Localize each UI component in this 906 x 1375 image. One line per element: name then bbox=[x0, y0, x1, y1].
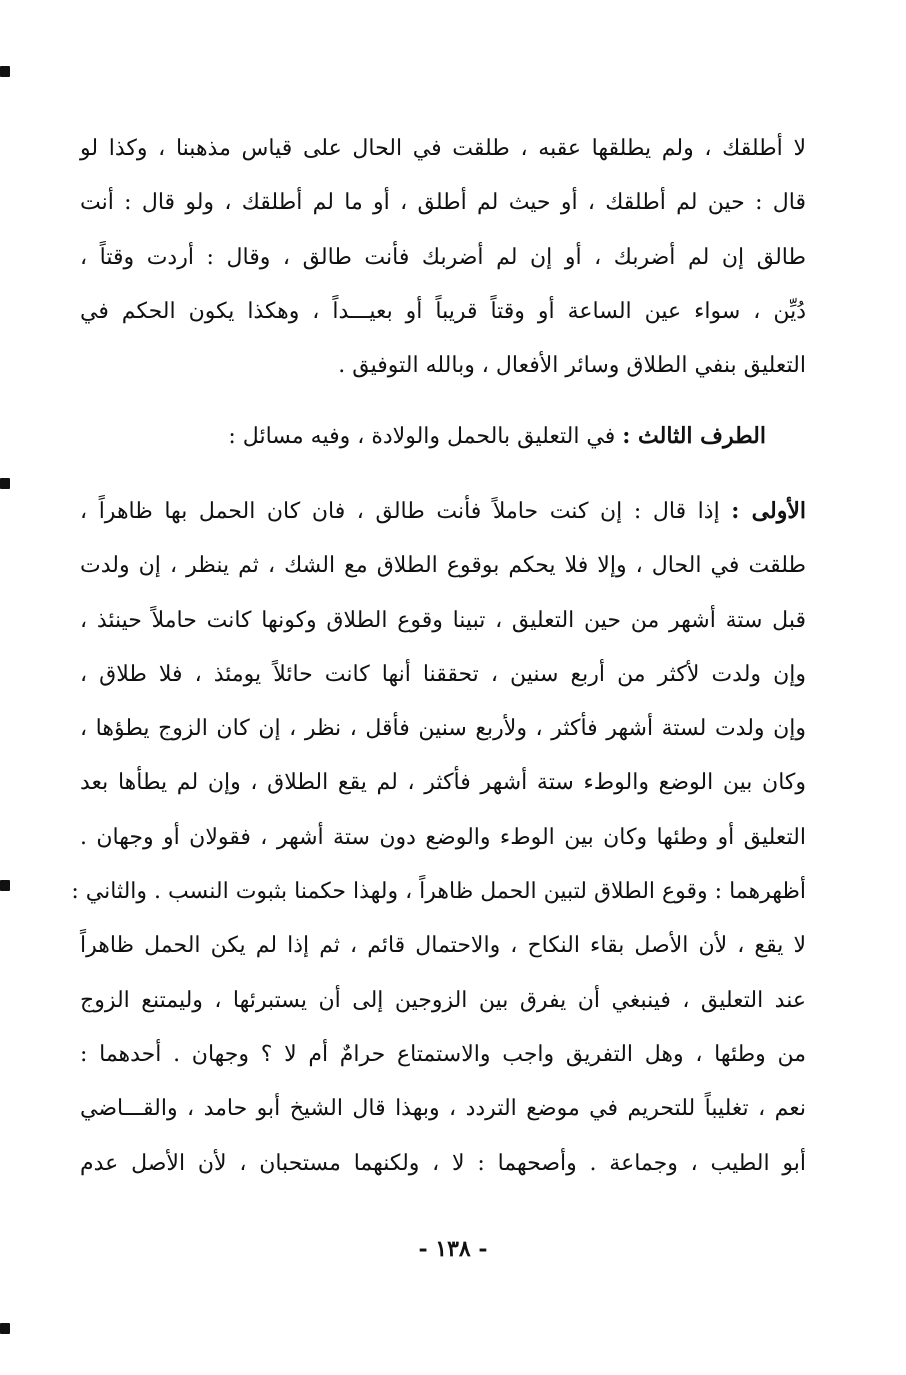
margin-mark-top bbox=[0, 66, 10, 77]
text-line: قال : حين لم أطلقك ، أو حيث لم أطلق ، أو ما لم أطلقك ، ولو قال : أنت bbox=[80, 190, 806, 216]
margin-mark-upper-middle bbox=[0, 478, 10, 489]
text-line: قبل ستة أشهر من حين التعليق ، تبينا وقوع الطلاق وكونها كانت حاملاً حينئذ ، bbox=[80, 607, 806, 633]
page-number: - ١٣٨ - bbox=[418, 1236, 488, 1262]
text-line: من وطئها ، وهل التفريق واجب والاستمتاع حرامٌ أم لا ؟ وجهان . أحدهما : bbox=[80, 1041, 806, 1067]
text-line: لا أطلقك ، ولم يطلقها عقبه ، طلقت في الحال على قياس مذهبنا ، وكذا لو bbox=[80, 136, 806, 161]
section-heading-label: الطرف الثالث : bbox=[622, 423, 766, 449]
text-line: دُيِّن ، سواء عين الساعة أو وقتاً قريباً أو بعيـــداً ، وهكذا يكون الحكم في bbox=[80, 298, 806, 324]
text-line: عند التعليق ، فينبغي أن يفرق بين الزوجين إلى أن يستبرئها ، وليمتنع الزوج bbox=[80, 987, 806, 1013]
text-line bbox=[80, 484, 806, 539]
text-line: وكان بين الوضع والوطء ستة أشهر فأكثر ، لم يقع الطلاق ، وإن لم يطأها بعد bbox=[80, 770, 806, 796]
text-line: نعم ، تغليباً للتحريم في موضع التردد ، وبهذا قال الشيخ أبو حامد ، والقـــاضي bbox=[80, 1096, 806, 1122]
text-line: طلقت في الحال ، وإلا فلا يحكم بوقوع الطلاق مع الشك ، ثم ينظر ، إن ولدت bbox=[80, 553, 806, 579]
section-heading bbox=[80, 409, 766, 464]
margin-mark-lower-middle bbox=[0, 880, 10, 891]
issue-label: الأولى : bbox=[731, 498, 807, 524]
margin-mark-bottom bbox=[0, 1323, 10, 1334]
text-line: وإن ولدت لأكثر من أربع سنين ، تحققنا أنها كانت حائلاً يومئذ ، فلا طلاق ، bbox=[80, 661, 806, 687]
issue-first-line-text: إذا قال : إن كنت حاملاً فأنت طالق ، فان كان الحمل بها ظاهراً ، bbox=[80, 499, 732, 524]
paragraph-first-issue bbox=[71, 484, 807, 1191]
text-line: التعليق أو وطئها وكان بين الوطء والوضع دون ستة أشهر ، فقولان أو وجهان . bbox=[80, 824, 806, 850]
text-line: أظهرهما : وقوع الطلاق لتبين الحمل ظاهراً ، ولهذا حكمنا بثبوت النسب . والثاني : bbox=[71, 879, 806, 905]
text-line: التعليق بنفي الطلاق وسائر الأفعال ، وبالله التوفيق . bbox=[338, 353, 806, 379]
text-line: وإن ولدت لستة أشهر فأكثر ، ولأربع سنين فأقل ، نظر ، إن كان الزوج يطؤها ، bbox=[80, 716, 806, 742]
text-line: أبو الطيب ، وجماعة . وأصحهما : لا ، ولكنهما مستحبان ، لأن الأصل عدم bbox=[80, 1150, 806, 1176]
text-line: لا يقع ، لأن الأصل بقاء النكاح ، والاحتمال قائم ، ثم إذا لم يكن الحمل ظاهراً bbox=[80, 933, 806, 959]
paragraph-continuation bbox=[80, 122, 806, 393]
text-line: طالق إن لم أضربك ، أو إن لم أضربك فأنت طالق ، وقال : أردت وقتاً ، bbox=[80, 244, 806, 270]
section-heading-text: في التعليق بالحمل والولادة ، وفيه مسائل : bbox=[228, 424, 623, 449]
